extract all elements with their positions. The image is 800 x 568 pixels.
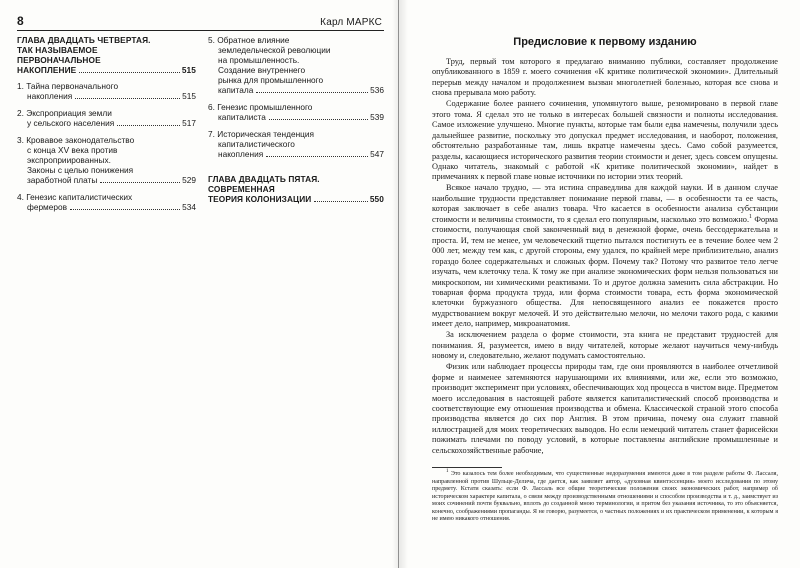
running-head (17, 14, 384, 31)
toc-line: 3. Кровавое законодательство (17, 135, 135, 145)
toc-item-5[interactable] (208, 35, 384, 95)
toc-line: 2. Экспроприация земли (17, 108, 112, 118)
toc-chapter-25[interactable] (208, 174, 384, 204)
toc-line: капитала (218, 85, 254, 95)
toc-line: накопления (218, 149, 264, 159)
toc-item-3[interactable] (17, 135, 196, 185)
footnote-ref[interactable]: 1 (749, 214, 753, 221)
toc-item-1[interactable] (17, 81, 196, 101)
toc-line: капиталиста (218, 112, 266, 122)
paragraph: Труд, первый том которого я предлагаю вниманию публики, составляет продолжение опубликованного в 1859 г. моего сочинения «К критике политической экономии». Длительный перерыв между началом и продолжением вызван многолетней болезнью, которая все снова и снова прерывала мою работу. (432, 57, 778, 98)
toc-line: СОВРЕМЕННАЯ (208, 184, 275, 194)
toc-line: ГЛАВА ДВАДЦАТЬ ПЯТАЯ. (208, 174, 320, 184)
toc-item-2[interactable] (17, 108, 196, 128)
toc-line: ПЕРВОНАЧАЛЬНОЕ (17, 55, 101, 65)
toc-column-left (17, 35, 196, 219)
toc-line: заработной платы (27, 175, 98, 185)
toc-chapter-24[interactable] (17, 35, 196, 75)
paragraph: За исключением раздела о форме стоимости, эта книга не представит трудностей для понимания. Я, разумеется, имею в виду читателей, которые желают научиться чему-нибудь новому и, следовательно, желают подумать самостоятельно. (432, 330, 778, 361)
left-page (0, 0, 399, 568)
toc-line: ГЛАВА ДВАДЦАТЬ ЧЕТВЕРТАЯ. (17, 35, 151, 45)
preface-body (432, 57, 778, 456)
toc-line: 4. Генезис капиталистических (17, 192, 133, 202)
toc-line: Законы с целью понижения (27, 165, 134, 175)
toc-line: 1. Тайна первоначального (17, 81, 119, 91)
toc-line: 5. Обратное влияние (208, 35, 290, 45)
right-page (399, 0, 800, 568)
footnote (432, 471, 778, 524)
toc-line: 7. Историческая тенденция (208, 129, 315, 139)
toc-page: 529 (182, 175, 196, 185)
toc-line: фермеров (27, 202, 68, 212)
paragraph-text: Форма стоимости, получающая свой законченный вид в денежной форме, очень бессодержательна и проста. И, тем не менее, ум человеческий тщетно пытался постигнуть ее в течение более чем 2 000 лет, между тем как, с другой стороны, ему удался, по крайней мере приблизительно, анализ гораздо более содержательных и сложных форм. Почему так? Потому что развитое тело легче изучать, чем клеточку тела. К тому же при анализе экономических форм нельзя пользоваться ни микроскопом, ни химическими реактивами. То и другое должна заменить сила абстракции. Но товарная форма продукта труда, или форма стоимости товара, есть форма экономической клеточки буржуазного общества. Для непосвященного анализ ее покажется просто мудрствованием вокруг мелочей. И это действительно мелочи, но мелочи такого рода, с какими имеет дело, например, микроанатомия. (432, 214, 778, 329)
toc-column-right (208, 35, 384, 219)
toc-line: 6. Генезис промышленного (208, 102, 313, 112)
toc-line: накопления (27, 91, 73, 101)
paragraph-text: Всякое начало трудно, — эта истина справедлива для каждой науки. И в данном случае наибольшие трудности представляет понимание первой главы, — в особенности та ее часть, которая заключает в себе анализ товара. Что касается в особенности анализа субстанции стоимости и величины стоимости, то я сделал его популярным, насколько это возможно. (432, 183, 778, 224)
toc-line: рынка для промышленного (218, 75, 324, 85)
toc-line: НАКОПЛЕНИЕ (17, 65, 77, 75)
footnote-rule (432, 467, 502, 468)
toc-line: ТАК НАЗЫВАЕМОЕ (17, 45, 98, 55)
toc-page: 515 (182, 91, 196, 101)
toc-line: на промышленность. (218, 55, 300, 65)
toc-page: 517 (182, 118, 196, 128)
table-of-contents (17, 35, 384, 219)
toc-page: 550 (369, 194, 384, 204)
toc-line: Создание внутреннего (218, 65, 306, 75)
toc-page: 547 (370, 149, 384, 159)
running-head-author: Карл МАРКС (320, 17, 382, 28)
preface-title: Предисловие к первому изданию (513, 36, 697, 48)
toc-line: капиталистического (218, 139, 295, 149)
toc-item-4[interactable] (17, 192, 196, 212)
toc-line: с конца XV века против (27, 145, 118, 155)
toc-page: 536 (370, 85, 384, 95)
toc-line: у сельского населения (27, 118, 115, 128)
footnote-text: Это казалось тем более необходимым, что существенные недоразумения имеются даже в том разделе работы Ф. Лассаля, направленной против Шульце-Делича, где дается, как заявляет автор, «духовная квинтэссенция» моего исследования по этому предмету. Кстати сказать: если Ф. Лассаль все общие теоретические положения своих экономических работ, например об историческом характере капитала, о связи между производственными отношениями и способом производства и т. д., заимствует из моих сочинений почти буквально, вплоть до созданной мною терминологии, и притом без указания источника, то это объясняется, конечно, соображениями пропаганды. Я не говорю, разумеется, о частных положениях и их практическом применении, к которым я не имею никакого отношения. (432, 471, 778, 523)
toc-page: 515 (181, 65, 196, 75)
toc-line: экспроприированных. (27, 155, 111, 165)
toc-line: земледельческой революции (218, 45, 331, 55)
footnote-marker: 1 (446, 469, 449, 475)
page-number: 8 (17, 14, 24, 28)
toc-page: 539 (370, 112, 384, 122)
paragraph (432, 183, 778, 329)
paragraph: Содержание более раннего сочинения, упомянутого выше, резюмировано в первой главе этого тома. Я сделал это не только в интересах большей связности и полноты исследования. Самое изложение улучшено. Многие пункты, которые там были едва намечены, получили здесь дальнейшее развитие, поскольку это допускал предмет исследования, и наоборот, положения, обстоятельно разработанные там, лишь вкратце намечены здесь. Само собой разумеется, разделы, касающиеся исторического развития теории стоимости и денег, здесь совсем опущены. Однако читатель, знакомый с работой «К критике политической экономии», найдет в примечаниях к первой главе новые источники по истории этих теорий. (432, 99, 778, 182)
paragraph: Физик или наблюдает процессы природы там, где они проявляются в наиболее отчетливой форме и наименее затемняются нарушающими их влияниями, или же, если это возможно, производит эксперимент при условиях, обеспечивающих ход процесса в чистом виде. Предметом моего исследования в настоящей работе является капиталистический способ производства и соответствующие ему отношения производства и обмена. Классической страной этого способа производства является до сих пор Англия. В этом причина, почему она служит главной иллюстрацией для моих теоретических выводов. Но если немецкий читатель станет фарисейски пожимать плечами по поводу условий, в которые поставлены английские промышленные и сельскохозяйственные рабочие, (432, 362, 778, 455)
toc-page: 534 (182, 202, 196, 212)
toc-item-6[interactable] (208, 102, 384, 122)
toc-line: ТЕОРИЯ КОЛОНИЗАЦИИ (208, 194, 312, 204)
toc-item-7[interactable] (208, 129, 384, 159)
